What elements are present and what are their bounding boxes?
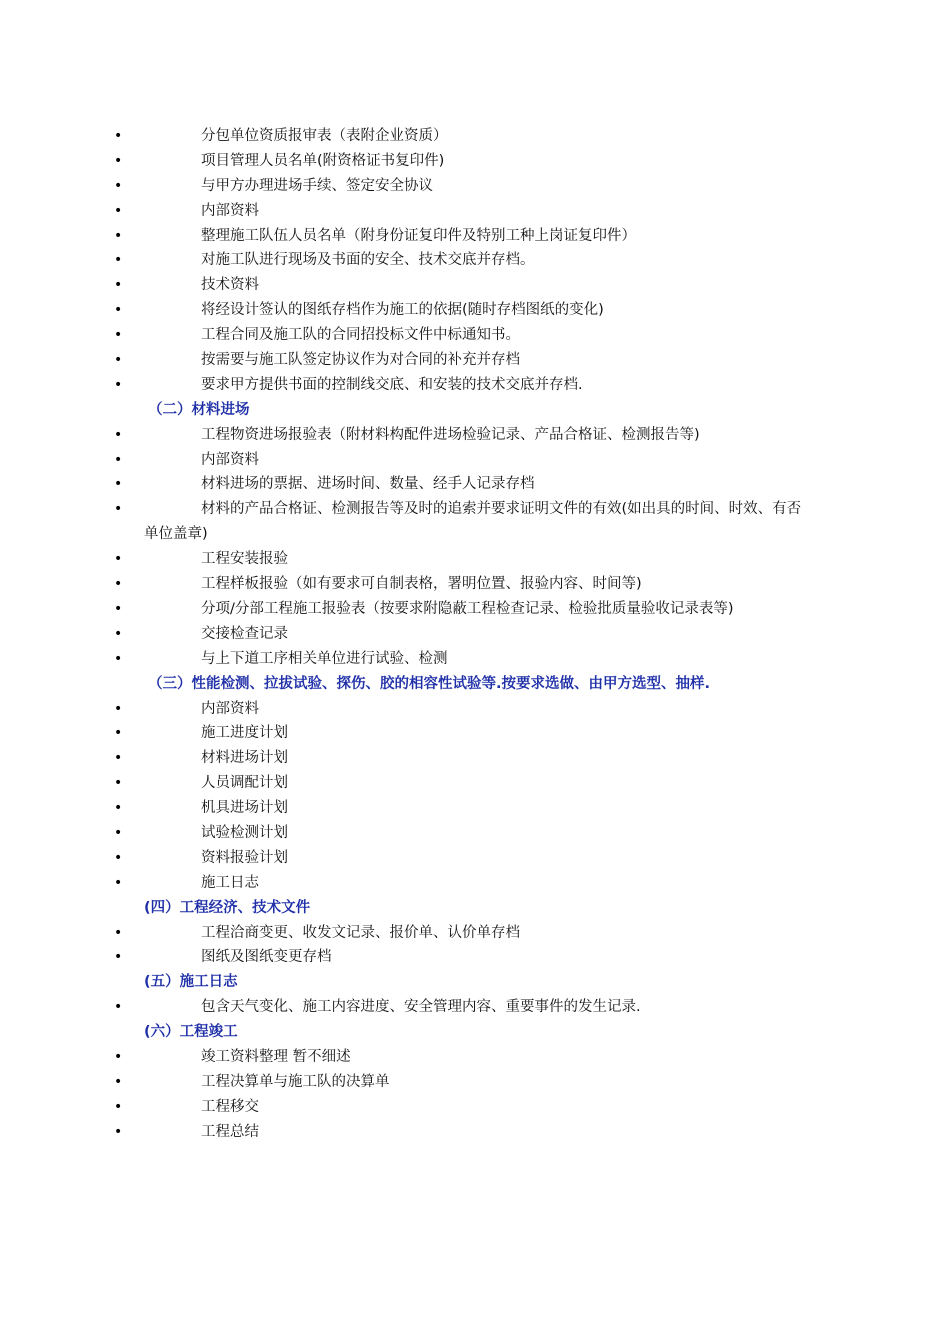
bullet-icon: • — [114, 202, 123, 219]
section-heading-text: （二）材料进场 — [148, 401, 250, 418]
bullet-icon: • — [114, 725, 123, 742]
bullet-icon: • — [114, 451, 123, 468]
list-item-text: 试验检测计划 — [201, 824, 288, 841]
list-item-text: 工程合同及施工队的合同招投标文件中标通知书。 — [201, 327, 520, 344]
list-item-text: 资料报验计划 — [201, 849, 288, 866]
list-item — [0, 224, 950, 249]
bullet-icon: • — [114, 1073, 123, 1090]
section-heading-text: （三）性能检测、拉拔试验、探伤、胶的相容性试验等.按要求选做、由甲方选型、抽样. — [148, 675, 711, 692]
list-item-text: 图纸及图纸变更存档 — [201, 949, 332, 966]
section-heading — [0, 398, 950, 423]
list-item-text: 竣工资料整理 暂不细述 — [201, 1048, 351, 1065]
list-item — [0, 821, 950, 846]
list-item-text: 工程安装报验 — [201, 551, 288, 568]
list-item — [0, 697, 950, 722]
list-item-text: 工程样板报验（如有要求可自制表格，署明位置、报验内容、时间等) — [201, 576, 642, 593]
section-heading — [0, 1020, 950, 1045]
bullet-icon: • — [114, 152, 123, 169]
list-item — [0, 497, 950, 547]
list-item — [0, 771, 950, 796]
bullet-icon: • — [114, 600, 123, 617]
list-item — [0, 273, 950, 298]
list-item — [0, 945, 950, 970]
list-item-text: 分项/分部工程施工报验表（按要求附隐蔽工程检查记录、检验批质量验收记录表等) — [201, 600, 734, 617]
list-item-text: 内部资料 — [201, 700, 259, 717]
section-heading — [0, 672, 950, 697]
bullet-icon: • — [114, 849, 123, 866]
bullet-icon: • — [114, 800, 123, 817]
list-item — [0, 871, 950, 896]
list-item — [0, 149, 950, 174]
bullet-icon: • — [114, 327, 123, 344]
list-item — [0, 174, 950, 199]
list-item — [0, 472, 950, 497]
list-item — [0, 323, 950, 348]
section-heading-text: (六）工程竣工 — [144, 1024, 238, 1041]
list-item — [0, 1045, 950, 1070]
bullet-icon: • — [114, 576, 123, 593]
bullet-icon: • — [114, 352, 123, 369]
list-item — [0, 846, 950, 871]
list-item-text: 工程移交 — [201, 1098, 259, 1115]
bullet-icon: • — [114, 302, 123, 319]
section-heading — [0, 896, 950, 921]
bullet-icon: • — [114, 551, 123, 568]
list-item — [0, 124, 950, 149]
list-item — [0, 622, 950, 647]
bullet-icon: • — [114, 1048, 123, 1065]
list-item-text: 施工进度计划 — [201, 725, 288, 742]
list-item — [0, 373, 950, 398]
list-item-text: 机具进场计划 — [201, 800, 288, 817]
list-item — [0, 597, 950, 622]
list-item — [0, 1070, 950, 1095]
bullet-icon: • — [114, 999, 123, 1016]
list-item — [0, 647, 950, 672]
list-item-text: 内部资料 — [201, 451, 259, 468]
list-item — [0, 746, 950, 771]
list-item-text: 与甲方办理进场手续、签定安全协议 — [201, 177, 433, 194]
section-heading-text: (四）工程经济、技术文件 — [144, 899, 311, 916]
bullet-icon: • — [114, 1123, 123, 1140]
list-item — [0, 1120, 950, 1145]
bullet-icon: • — [114, 177, 123, 194]
bullet-icon: • — [114, 874, 123, 891]
list-item — [0, 721, 950, 746]
list-item-text: 将经设计签认的图纸存档作为施工的依据(随时存档图纸的变化) — [201, 302, 604, 319]
list-item — [0, 199, 950, 224]
list-item — [0, 248, 950, 273]
bullet-icon: • — [114, 700, 123, 717]
list-item — [0, 921, 950, 946]
section-heading — [0, 970, 950, 995]
list-item-text: 交接检查记录 — [201, 625, 288, 642]
bullet-icon: • — [114, 775, 123, 792]
list-item — [0, 995, 950, 1020]
document-page — [0, 124, 950, 1145]
list-item-text: 包含天气变化、施工内容进度、安全管理内容、重要事件的发生记录. — [201, 999, 641, 1016]
bullet-icon: • — [114, 1098, 123, 1115]
list-item-text: 按需要与施工队签定协议作为对合同的补充并存档 — [201, 352, 520, 369]
bullet-icon: • — [114, 650, 123, 667]
list-item-text: 分包单位资质报审表（表附企业资质） — [201, 128, 448, 144]
list-item-text: 与上下道工序相关单位进行试验、检测 — [201, 650, 448, 667]
bullet-icon: • — [114, 426, 123, 443]
list-item-text: 对施工队进行现场及书面的安全、技术交底并存档。 — [201, 252, 535, 269]
bullet-icon: • — [114, 750, 123, 767]
list-item-text: 材料进场计划 — [201, 750, 288, 767]
section-heading-text: (五）施工日志 — [144, 974, 238, 991]
list-item-text: 项目管理人员名单(附资格证书复印件) — [201, 152, 445, 169]
list-item-text: 材料进场的票据、进场时间、数量、经手人记录存档 — [201, 476, 535, 493]
list-item — [0, 298, 950, 323]
bullet-icon: • — [114, 227, 123, 244]
bullet-icon: • — [114, 501, 123, 518]
bullet-icon: • — [114, 376, 123, 393]
bullet-icon: • — [114, 128, 123, 144]
bullet-icon: • — [114, 824, 123, 841]
list-item — [0, 448, 950, 473]
list-item-text: 工程物资进场报验表（附材料构配件进场检验记录、产品合格证、检测报告等) — [201, 426, 700, 443]
list-item — [0, 1095, 950, 1120]
bullet-icon: • — [114, 476, 123, 493]
list-item-text: 材料的产品合格证、检测报告等及时的追索并要求证明文件的有效(如出具的时间、时效、有否单位盖章) — [144, 501, 802, 543]
list-item-text: 工程总结 — [201, 1123, 259, 1140]
list-item — [0, 348, 950, 373]
list-item — [0, 572, 950, 597]
list-item-text: 工程决算单与施工队的决算单 — [201, 1073, 390, 1090]
list-item — [0, 547, 950, 572]
list-item-text: 要求甲方提供书面的控制线交底、和安装的技术交底并存档. — [201, 376, 583, 393]
list-item-text: 人员调配计划 — [201, 775, 288, 792]
bullet-icon: • — [114, 924, 123, 941]
list-item-text: 技术资料 — [201, 277, 259, 294]
bullet-icon: • — [114, 252, 123, 269]
list-item-text: 整理施工队伍人员名单（附身份证复印件及特别工种上岗证复印件） — [201, 227, 636, 244]
list-item-text: 施工日志 — [201, 874, 259, 891]
bullet-icon: • — [114, 949, 123, 966]
list-item-text: 内部资料 — [201, 202, 259, 219]
bullet-icon: • — [114, 625, 123, 642]
list-item — [0, 796, 950, 821]
list-item — [0, 423, 950, 448]
list-item-text: 工程洽商变更、收发文记录、报价单、认价单存档 — [201, 924, 520, 941]
bullet-icon: • — [114, 277, 123, 294]
